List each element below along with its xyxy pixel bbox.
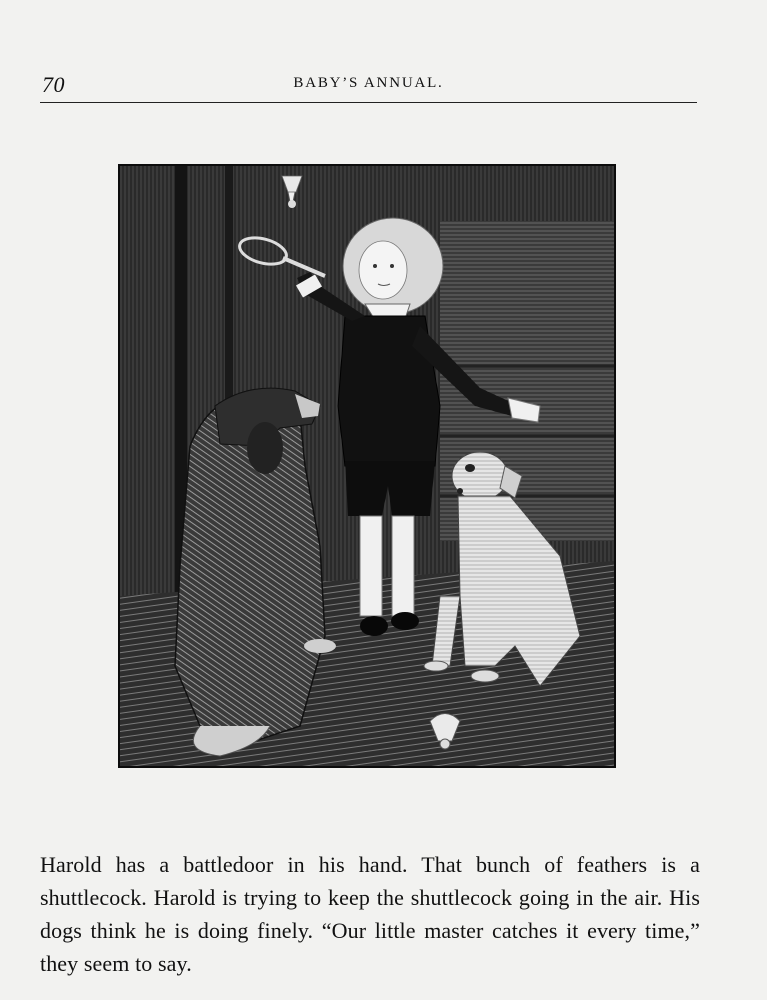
caption-paragraph: Harold has a battledoor in his hand. That bunch of feathers is a shuttlecock. Harold is trying to keep the shuttlecock going in the air. His dogs think he is doing finely. “Our little master catches it every time,” they seem to say. [40, 852, 700, 976]
engraving-illustration [118, 164, 616, 768]
page-number: 70 [42, 72, 65, 97]
page-header [40, 70, 697, 103]
engraving-svg [120, 166, 614, 766]
running-title: BABY’S ANNUAL. [293, 75, 444, 91]
